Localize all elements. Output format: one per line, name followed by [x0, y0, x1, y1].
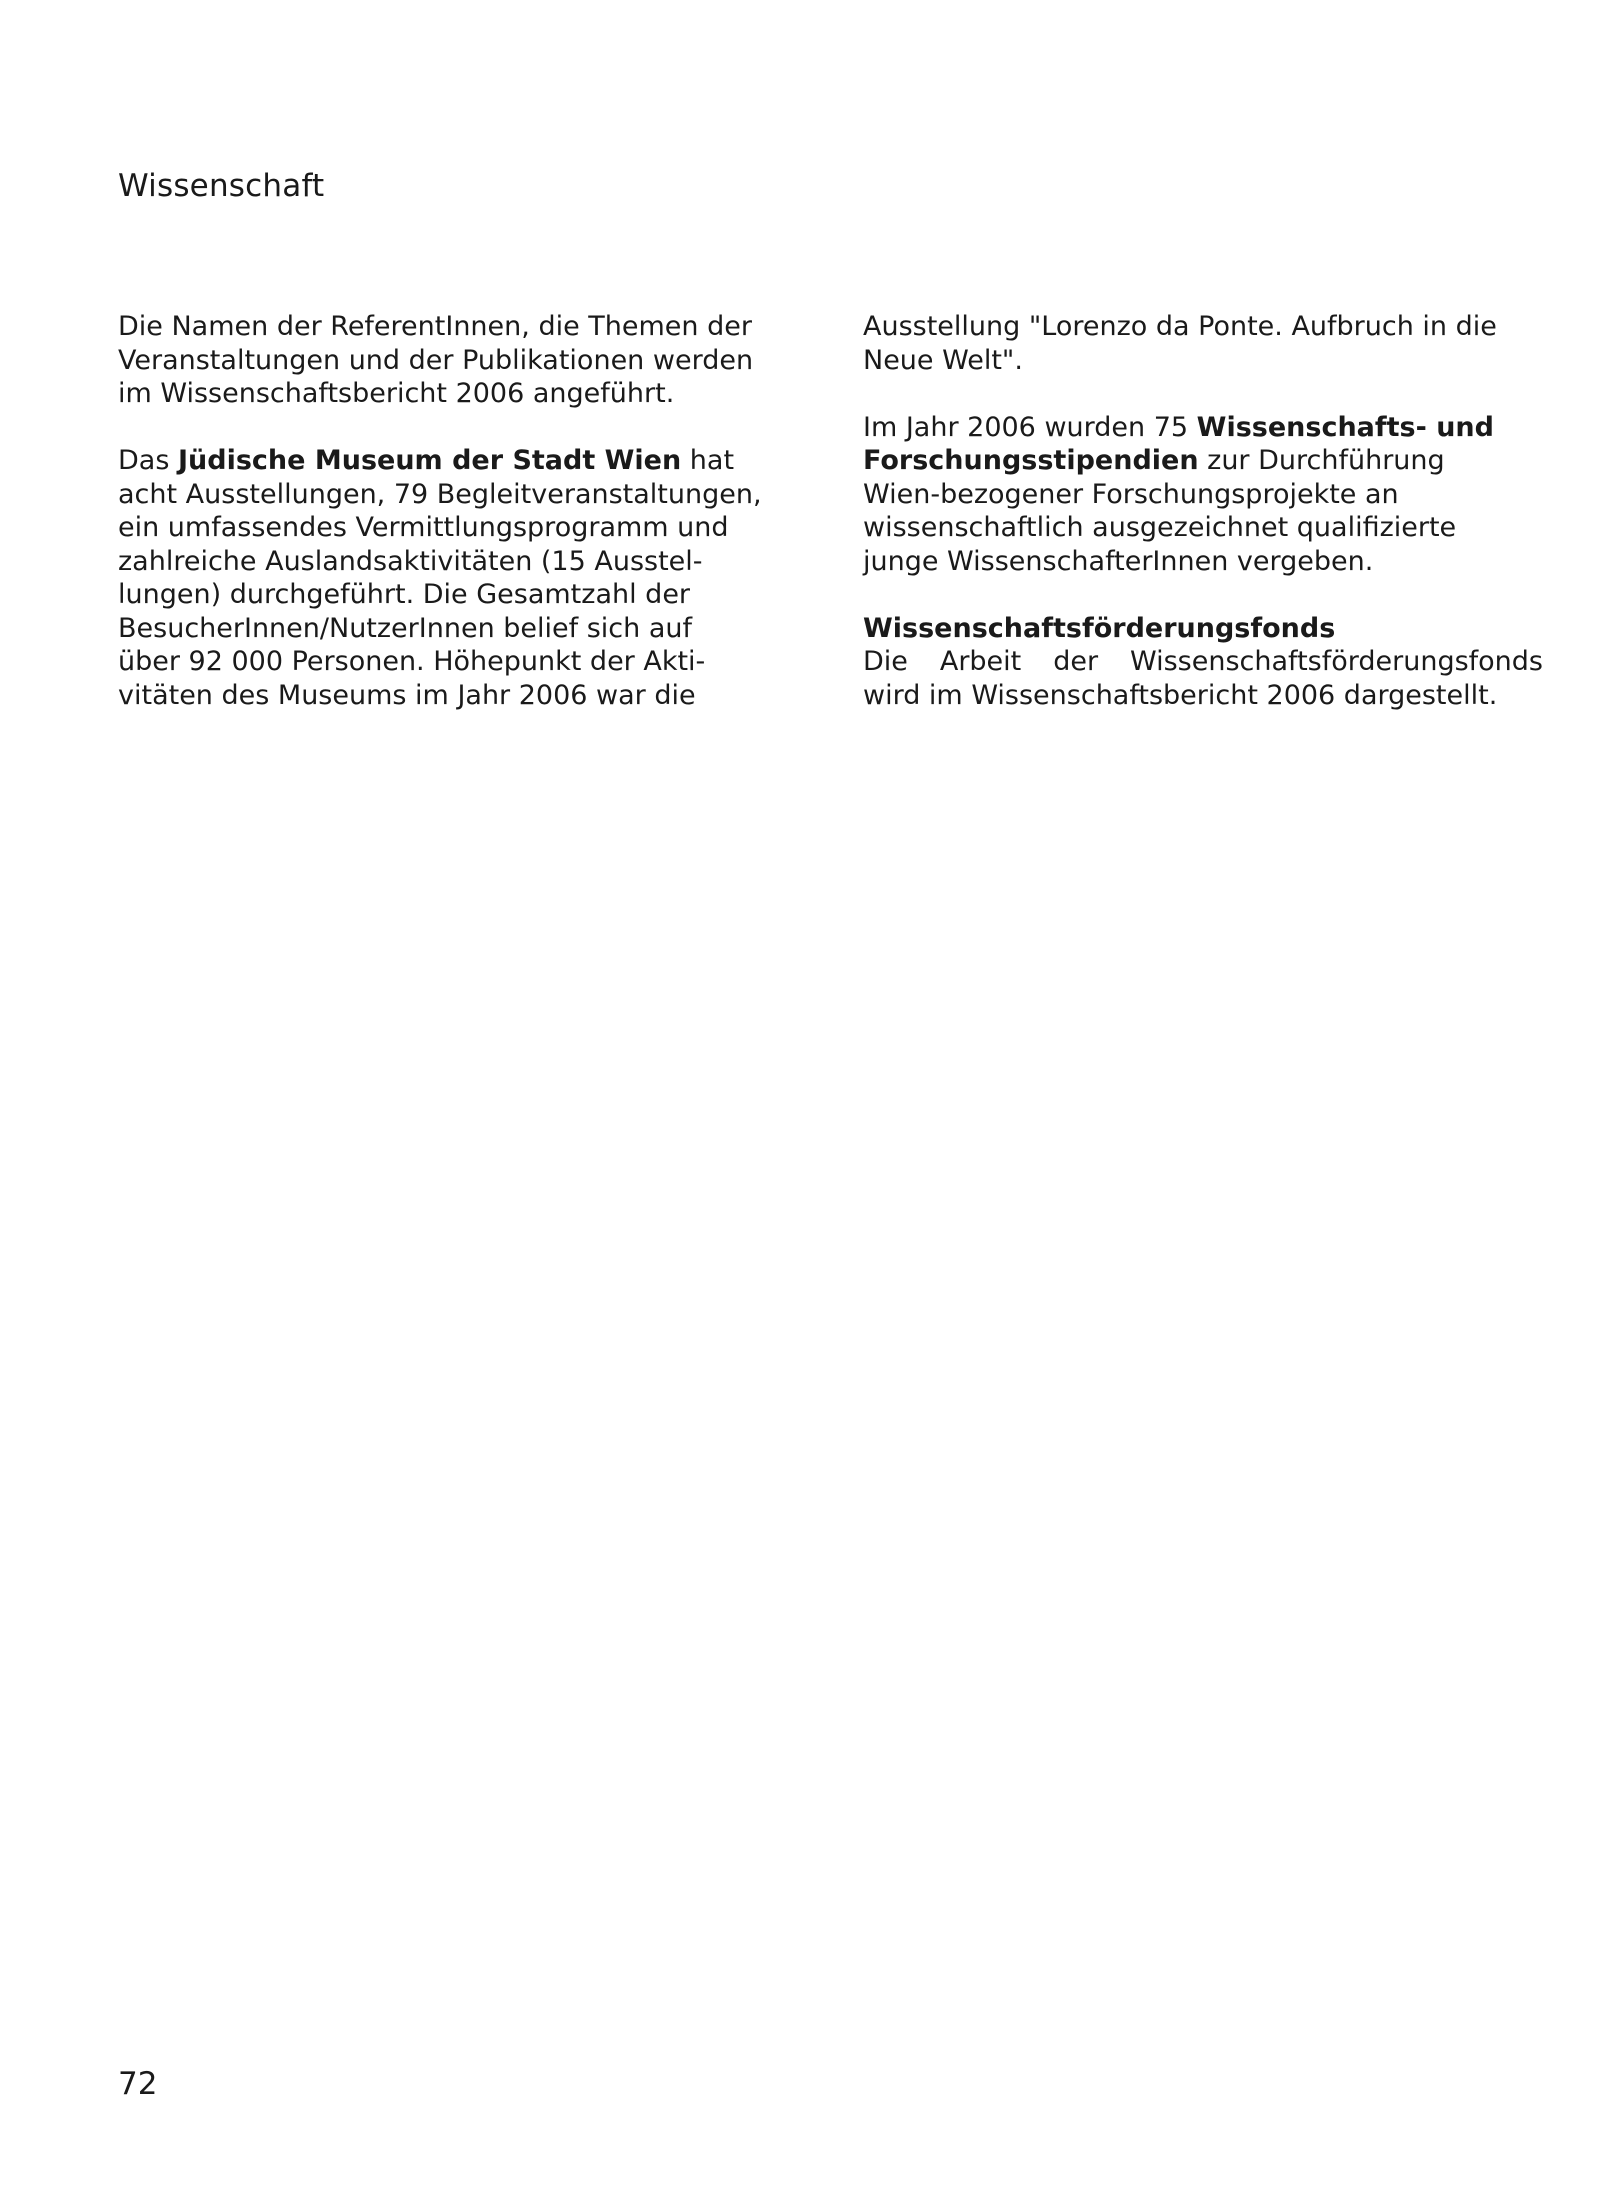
text-line: wird im Wissenschaftsbericht 2006 dargestellt. — [863, 679, 1498, 711]
text-fragment: hat — [681, 445, 735, 476]
text-line: Ausstellung "Lorenzo da Ponte. Aufbruch in die — [863, 311, 1497, 342]
page-number: 72 — [118, 2066, 158, 2102]
paragraph-referents — [118, 310, 798, 411]
museum-name-bold: Jüdische Museum der Stadt Wien — [178, 445, 682, 476]
text-word: Die — [863, 646, 908, 677]
text-line — [863, 645, 1543, 679]
text-line: Veranstaltungen und der Publikationen werden — [118, 344, 754, 376]
text-line: über 92 000 Personen. Höhepunkt der Akti- — [118, 646, 706, 677]
paragraph-foerderungsfonds — [863, 612, 1543, 713]
text-fragment: Im Jahr 2006 wurden 75 — [863, 411, 1197, 443]
text-line: junge WissenschafterInnen vergeben. — [863, 545, 1374, 577]
text-fragment: Das — [118, 445, 178, 476]
text-line: wissenschaftlich ausgezeichnet qualifizierte — [863, 512, 1457, 543]
text-fragment: zur Durchführung — [1198, 445, 1445, 476]
text-line: Neue Welt". — [863, 344, 1023, 376]
text-line: BesucherInnen/NutzerInnen belief sich auf — [118, 612, 692, 644]
text-line: im Wissenschaftsbericht 2006 angeführt. — [118, 378, 675, 409]
right-column — [863, 310, 1543, 712]
text-line: zahlreiche Auslandsaktivitäten (15 Ausstel- — [118, 545, 703, 577]
paragraph-stipendien — [863, 411, 1543, 579]
text-line — [863, 444, 1543, 478]
left-column — [118, 310, 798, 712]
text-word: Wissenschaftsförderungsfonds — [1130, 646, 1543, 677]
text-line: acht Ausstellungen, 79 Begleitveranstaltungen, — [118, 478, 762, 510]
text-word: der — [1053, 646, 1099, 677]
text-line: vitäten des Museums im Jahr 2006 war die — [118, 679, 696, 711]
text-line: ein umfassendes Vermittlungsprogramm und — [118, 512, 729, 543]
text-line: lungen) durchgeführt. Die Gesamtzahl der — [118, 579, 691, 610]
stipendien-bold: Forschungsstipendien — [863, 445, 1199, 476]
text-word: Arbeit — [939, 646, 1022, 677]
subsection-heading: Wissenschaftsförderungsfonds — [863, 612, 1336, 644]
text-line — [118, 444, 798, 478]
paragraph-juedisches-museum — [118, 444, 798, 712]
paragraph-exhibition — [863, 310, 1543, 377]
stipendien-bold: Wissenschafts- und — [1196, 411, 1494, 443]
section-title: Wissenschaft — [118, 168, 325, 204]
text-line: Die Namen der ReferentInnen, die Themen der — [118, 311, 752, 342]
text-line: Wien-bezogener Forschungsprojekte an — [863, 478, 1399, 510]
text-line — [863, 411, 1543, 445]
